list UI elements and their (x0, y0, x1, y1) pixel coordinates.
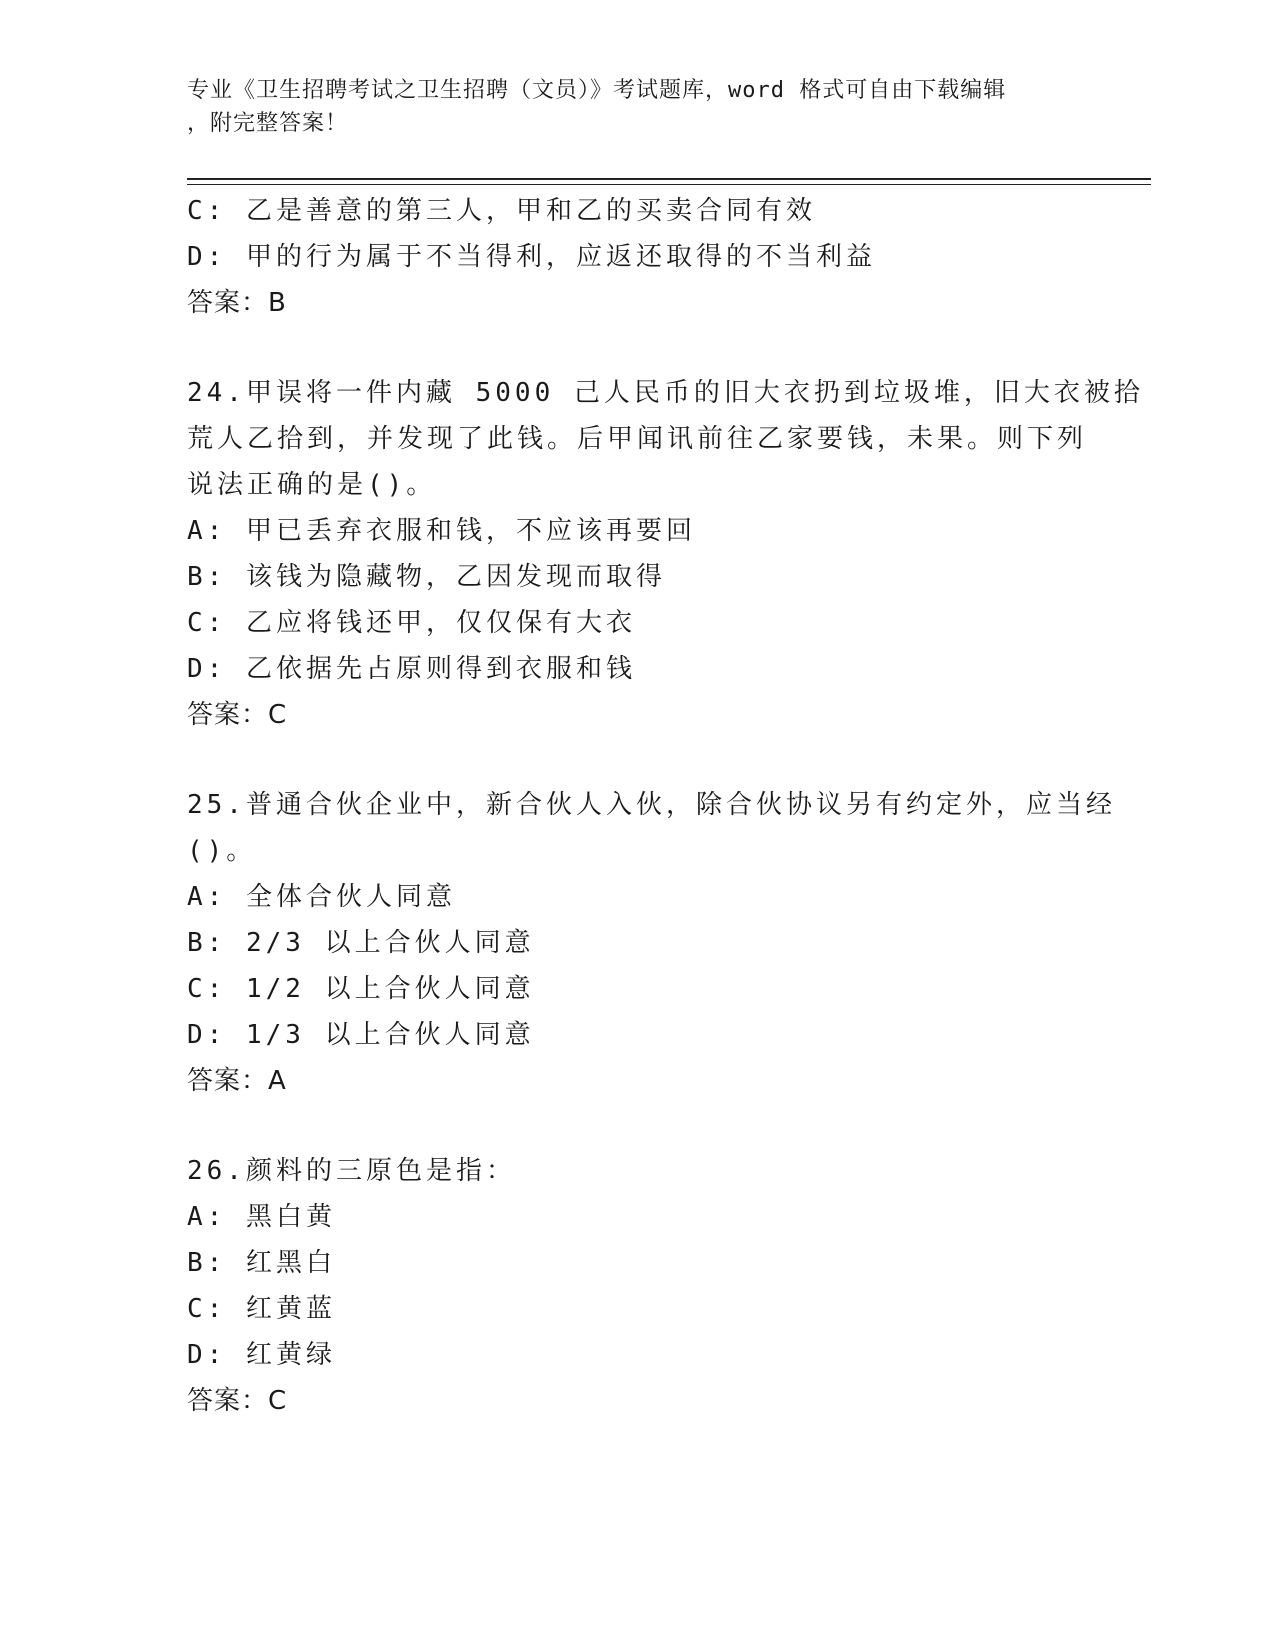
answer-line: 答案：B (187, 288, 287, 318)
question-26 (187, 1148, 1087, 1424)
header-line-1: 专业《卫生招聘考试之卫生招聘（文员）》考试题库，word 格式可自由下载编辑 (187, 78, 1007, 103)
spacer (187, 1104, 1087, 1148)
spacer (187, 326, 1087, 370)
option-a: A: 甲已丢弃衣服和钱，不应该再要回 (187, 516, 696, 546)
document-header (187, 74, 1087, 140)
question-list (187, 188, 1144, 1424)
option-a: A: 全体合伙人同意 (187, 882, 456, 912)
spacer (187, 738, 1087, 782)
option-a: A: 黑白黄 (187, 1202, 336, 1232)
question-stem-line: 26.颜料的三原色是指： (187, 1156, 516, 1186)
question-23-tail (187, 188, 1087, 326)
option-c: C: 红黄蓝 (187, 1294, 336, 1324)
question-stem-line: 说法正确的是()。 (187, 470, 437, 500)
answer-line: 答案：A (187, 1066, 287, 1096)
option-b: B: 红黑白 (187, 1248, 336, 1278)
question-stem-line: 24.甲误将一件内藏 5000 己人民币的旧大衣扔到垃圾堆，旧大衣被拾 (187, 378, 1144, 408)
option-d: D: 红黄绿 (187, 1340, 336, 1370)
question-stem-line: 25.普通合伙企业中，新合伙人入伙，除合伙协议另有约定外，应当经 (187, 790, 1116, 820)
option-c: C: 乙应将钱还甲，仅仅保有大衣 (187, 608, 636, 638)
option-b: B: 该钱为隐藏物，乙因发现而取得 (187, 562, 666, 592)
question-stem-line: 荒人乙拾到，并发现了此钱。后甲闻讯前往乙家要钱，未果。则下列 (187, 424, 1088, 454)
header-divider-thick (187, 178, 1151, 180)
answer-line: 答案：C (187, 1386, 288, 1416)
header-line-2: ，附完整答案！ (187, 111, 349, 136)
question-24 (187, 370, 1144, 738)
question-stem-line: ()。 (187, 836, 257, 866)
option-b: B: 2/3 以上合伙人同意 (187, 928, 535, 958)
option-d: D: 1/3 以上合伙人同意 (187, 1020, 535, 1050)
header-divider-thin (187, 184, 1151, 185)
answer-line: 答案：C (187, 700, 288, 730)
option-d: D: 甲的行为属于不当得利，应返还取得的不当利益 (187, 242, 876, 272)
option-c: C: 乙是善意的第三人，甲和乙的买卖合同有效 (187, 196, 816, 226)
option-d: D: 乙依据先占原则得到衣服和钱 (187, 654, 636, 684)
option-c: C: 1/2 以上合伙人同意 (187, 974, 535, 1004)
question-25 (187, 782, 1116, 1104)
